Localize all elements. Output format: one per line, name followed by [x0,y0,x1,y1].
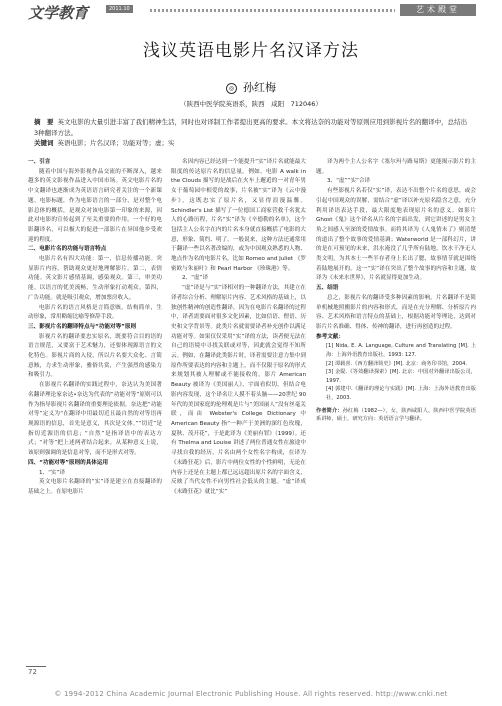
page-number: 72 [28,668,37,676]
paragraph: 3、“虚”“实”合译 [327,178,371,185]
paragraph: 随着中国与海外影视作品交流的不断深入，越来越多的英文影视作品进入中国市场。英文电影片名的中文翻译也逐渐成为英语语言研究者关注的一个新课题。电影标题，作为电影语言的一部分，是对整个电影总体的概括，是观众对该电影第一印象的来源，因此对电影的宣传起到了至关重要的作用。一个好的电影翻译名，可以极大的促进一部影片在异国他乡受欢迎的程度。 [28,168,162,243]
affiliation: （陕西中医学院英语系，陕西 咸阳 712046） [180,100,322,108]
section-heading: 参考文献： [316,333,344,340]
body-column-2 [171,158,306,498]
paragraph: 影视片名的翻译要忠实原名，既要符合目的语的语言规范，又要富于艺术魅力，还要体现源语言的文化特色。影视片商的入侵，所以片名要大众化、言简意赅，力求生动形象，雅俗共赏，产生强烈的感染力和吸引力。 [28,333,162,379]
author-bio-text: 孙红梅（1982—），女，陕西咸阳人，陕西中医学院英语系讲师，硕士，研究方向：英语语言学与翻译。 [316,407,476,423]
author-bio-label: 作者简介： [316,407,343,414]
paragraph: 英文电影片名翻译的“实”译是建立在直接翻译的基础之上。在原电影片 [28,479,162,495]
section-heading: 三、影视片名的翻译特点与“功能对等”原则 [28,323,137,330]
reference-item: [3] 金隄.《等效翻译探索》[M]. 北京：中国对外翻译出版公司，1997. [326,369,476,384]
paragraph: 电影片名有四大功能：第一，信息传播功能。突显影片内容，帮助观众更好地理解影片。第二，表情功能。英文影片感情基调，感染观众。第三，审美功能。以语言的优美流畅，生动形象打动观众。第四，广告功能。就是吸引观众，增加票房收入。 [28,256,162,301]
copyright-footer: © 1994-2012 China Academic Journal Electronic Publishing House. All rights reserved. http://www.cnki.net [54,690,448,698]
reference-item: [4] 郭建中.《翻译的理论与实践》[M]. 上海：上海外语教育出版社，2003. [326,386,476,401]
paragraph: 电影片名的语言风格是言简意赅，结构简单，生动形象，常用略缩比喻等修辞手段。 [28,304,162,321]
author-bio [316,407,476,424]
abstract-label: 摘 要 [34,118,54,126]
abstract-text: 英文电影的大量引进丰富了我们精神生活，同时也对译制工作者提出更高的要求。本文将达奈的功能对等原则应用到影视片名的翻译中，总结出 3种翻译方法。 [34,118,468,137]
body-column-1 [28,158,162,498]
paragraph: 1、“实”译 [39,469,66,476]
paragraph: “虚”译是与“实”译相对的一种翻译方法，其建立在译者综合分析、理解原片内容、艺术风格的基础上，以独创性精神的创造性翻译。因为在电影片名翻译的过程中，译者需要面对很多文化因素，比如信语、俚语、历史和文学背景等。此类片名就需要译者补充创作以满足功能对等。如果仅仅采用“实”译的方法，读者便无法在自己的语境中寻找关联或对等，因此就会觉得不知所云。例如，在翻译此类影片时，译者需要注意力集中到原作所要表达的内容和主题上，而不仅限于原名的形式来规划其被人理解或不能接收的。影片 American Beauty 被译为《美国丽人》，宇面看似切，但结合电影内容发现，这个译名让人摸不着头脑——20世纪 90年代的美国家庭的伦理观是片与“美国丽人”没有丝毫关联，而由 Webster's College Dictionary 中 American Beauty 指“一种产于美洲的深红色玫瑰，夏秋、茂开花”，于是此译为《美丽有罪》（1999）。还有 Thelma and Louise 讲述了两位普通女性在旅途中寻找自我的经历，片名由两个女性名字构成，在译为《末路狂花》后，影片中两位女性的个性鲜明，无论在内容上还是在主题上都已远远超出原片名的字面含义，反映了当代女性不向男性社会低头的主题。“虚”译成《末路狂花》就比“实” [171,285,306,495]
section-tag: 艺术殿堂 [400,4,476,16]
section-heading: 五、结语 [316,285,339,292]
section-heading: 二、电影片名的功能与语言特点 [28,246,107,253]
paragraph: 在影视片名翻译的实践过程中，奈达认为美国著名翻译理论家奈达•奈达为代表的“功能对等”原则可以作为指导影视片名翻译的重要理论依据。奈达把“功能对等”定义为“在翻译中用最切近且最自然的对等语再现源语的信息，首先是意义，其次是文体。”“切近”是指切近源语的信息；“自然”是指译语中的表达方式；“对等”把上述两者结合起来。从某种意义上说，该原则强调的是信息对等，而不是形式对等。 [28,382,162,457]
page-number-rule [26,666,46,667]
paragraph: 2、“虚”译 [182,275,209,282]
author-mark-icon: ◎ [226,83,237,94]
article-title: 浅议英语电影片名汉译方法 [143,41,359,61]
keywords [34,138,470,147]
paragraph: 有些影视片名若仅“实”译，表达不出整个片名的意思，或会引起中国观众的误解，需结合“虚”译以补充原名隐含之意，充分利用译语表达手段，最大限度地表现原片名的意义。如影片 Ghost《鬼》这个译名从片名的字面出发，到它讲述的是男女主角之间感人至深的爱情故事。而将其译为《人鬼情未了》则清楚的道出了整个故事的爱情基调；Waterworld 是一部科幻片，讲的是在可预见的未来，洪水淹没了几乎所有陆地，饮水干净无人类文明，为其本土一些半存者身上长出了腮，故事情节就是围绕着陆地展开的。这一“实”译在突出了整个故事的内容和主题，故译为《未来水世界》，片名就显得更加生动。 [316,188,476,282]
journal-logo: 文学教育 [28,4,89,22]
issue-badge: 2011.10 [106,5,133,13]
abstract [34,117,470,139]
section-heading: 四、“功能对等”原则的具体运用 [28,459,109,466]
body-column-3 [316,158,476,424]
paragraph: 总之，影视片名的翻译受多种因素的影响。片名翻译不是简单机械地照搬影片的内容和形式，而是在充分理解、分析原片内容、艺术风格和语言特点的基础上，根据功能对等理论，达到对影片片名准确、得体、传神的翻译，进行再创造的过程。 [316,294,476,330]
section-heading: 一、引言 [28,159,51,165]
paragraph: 名因内容已经达到一个能提升“实”译片名就能最大限度的传达原片名的信息量。例如，电影 A walk in the Clouds 描写的是战后在火车上邂逅的一对青年男女于葡萄园中相爱的故事，片名被“实”译为《云中漫步》，这既忠实了原片名，又显得浪漫温馨。Schindler's List 描写了一位德国工商家营救千名犹太人的心路历程，片名“实”译为《辛德勒的名单》，这个包括主人公名字在内的片名本身就直接概括了电影的大意，形象、简约、明了。一般说来，这种方法还通常用于翻译一些以名著改编的，或为中国观众熟悉的人物、地点作为名的电影片名，比如 Romeo and Juliet 《罗密欧与朱丽叶》和 Pearl Harbor 《珍珠港》等。 [171,159,306,272]
header-stripe [150,9,395,12]
keywords-text: 英语电影；片名汉译；功能对等；虚；实 [57,139,175,147]
author-line [0,79,502,95]
author-name: 孙红梅 [243,81,276,94]
journal-header [0,0,502,22]
reference-item: [1] Nida, E. A. Language, Culture and Translating [M]. 上海：上海外语教育出版社，1993: 127. [326,343,476,358]
keywords-label: 关键词 [34,139,54,147]
reference-item: [2] 谭载喜.《西方翻译简史》[M]. 北京：商务印书馆，2004. [326,360,468,367]
paragraph: 译为两个主人公名字《塞尔玛与路易斯》更能揭示影片的主题。 [316,159,476,175]
